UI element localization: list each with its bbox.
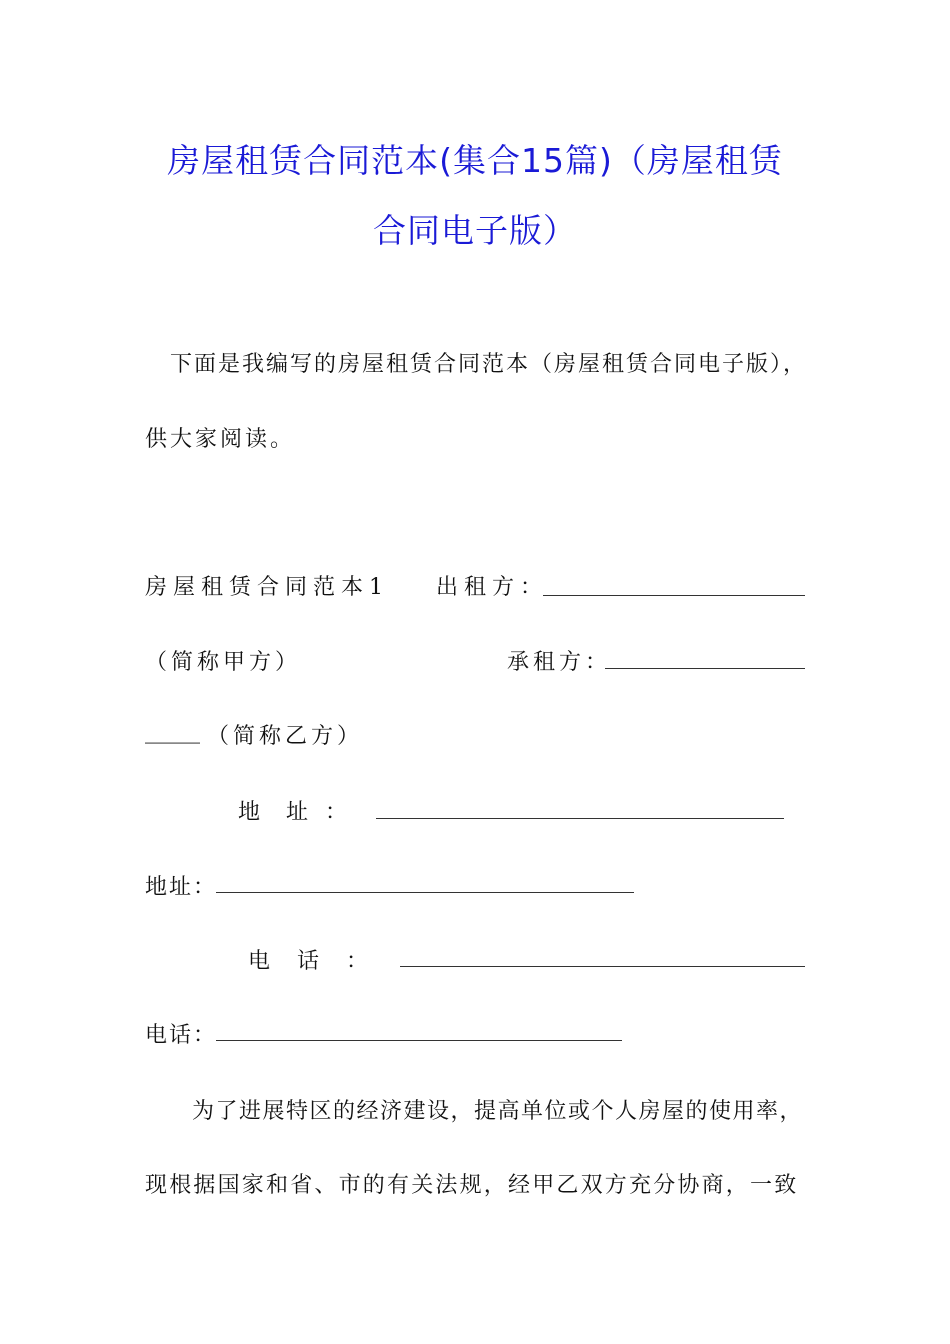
- intro-line-2: 供大家阅读。: [145, 427, 296, 452]
- blank-prefix: _____: [145, 719, 200, 744]
- phone-label-spaced-colon: ：: [346, 949, 372, 974]
- phone-label-spaced-char-1: 电: [248, 949, 274, 974]
- contract-heading: 房屋租赁合同范本1: [145, 575, 389, 600]
- body-line-1: 为了进展特区的经济建设，提高单位或个人房屋的使用率，: [192, 1099, 804, 1124]
- party-b-short: （简称乙方）: [207, 724, 364, 749]
- lessor-label: 出租方：: [436, 575, 549, 600]
- lessor-phone-blank: [400, 966, 805, 967]
- address-label-spaced-char-1: 地: [238, 800, 264, 825]
- document-title-line-1: 房屋租赁合同范本(集合15篇)（房屋租赁: [167, 141, 783, 180]
- lessee-address-blank: [216, 892, 634, 893]
- lessor-blank: [543, 595, 805, 596]
- address-label-spaced-colon: ：: [325, 800, 351, 825]
- lessee-address-label: 地址：: [145, 875, 218, 900]
- body-line-2: 现根据国家和省、市的有关法规，经甲乙双方充分协商，一致: [145, 1173, 799, 1198]
- document-title-line-2: 合同电子版）: [373, 211, 577, 250]
- lessee-phone-label: 电话：: [145, 1023, 218, 1048]
- lessee-blank: [605, 668, 805, 669]
- intro-line-1: 下面是我编写的房屋租赁合同范本（房屋租赁合同电子版），: [170, 352, 808, 377]
- phone-label-spaced-char-2: 话: [297, 949, 323, 974]
- lessee-label: 承租方：: [507, 650, 612, 675]
- lessor-address-blank: [376, 818, 784, 819]
- address-label-spaced-char-2: 址: [286, 800, 312, 825]
- lessee-phone-blank: [216, 1040, 622, 1041]
- party-a-short: （简称甲方）: [145, 650, 302, 675]
